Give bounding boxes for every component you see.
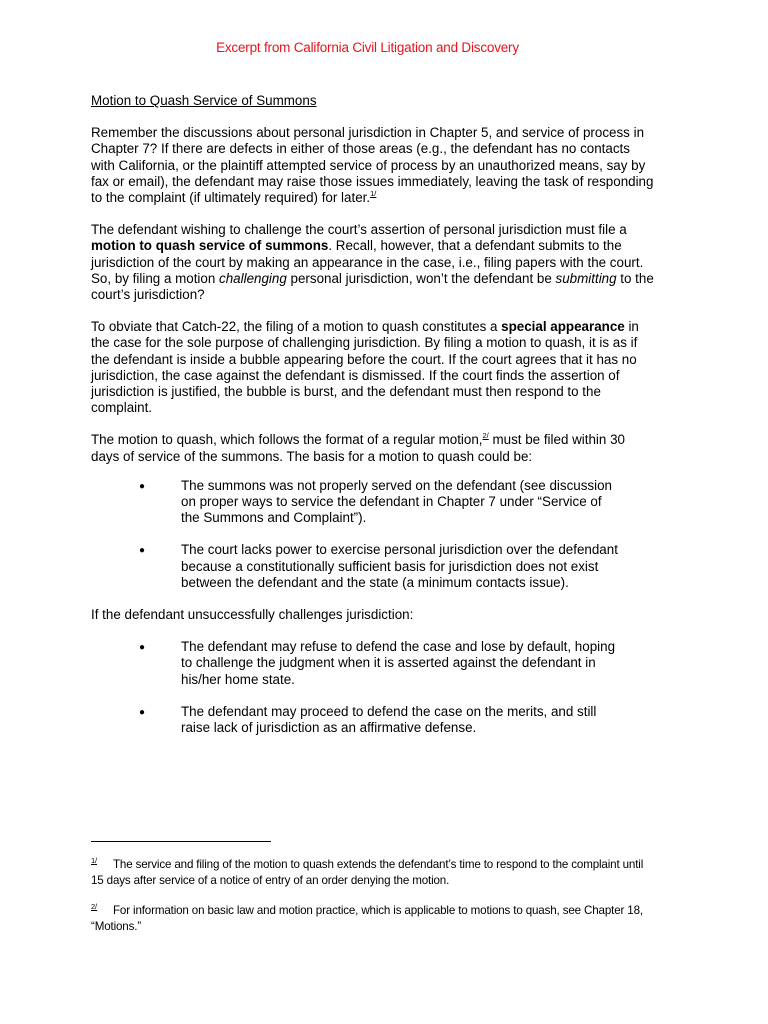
footnote-ref-1[interactable]: 1/ (370, 189, 377, 199)
text-line (91, 190, 681, 206)
bullet-icon: ● (139, 706, 146, 718)
text-span: in (624, 319, 639, 335)
bold-term: motion to quash service of summons (91, 238, 329, 254)
text-line: The summons was not properly served on the defendant (see discussion (181, 477, 612, 493)
footnote-1 (91, 853, 691, 890)
footnote-mark: 1/ (91, 856, 97, 865)
text-line: the case for the sole purpose of challenging jurisdiction. By filing a motion to quash, it is as if (91, 335, 638, 351)
text-span: to the (616, 270, 654, 286)
text-line (91, 899, 691, 919)
text-line: The defendant may proceed to defend the case on the merits, and still (181, 703, 597, 719)
text-line (91, 319, 681, 335)
bullet-icon: ● (139, 545, 146, 557)
text-line: to challenge the judgment when it is asserted against the defendant in (181, 655, 596, 671)
list-item (91, 704, 681, 736)
text-span: to the complaint (if ultimately required) for later. (91, 190, 371, 206)
text-line: 15 days after service of a notice of entry of an order denying the motion. (91, 874, 450, 888)
text-line: on proper ways to service the defendant in Chapter 7 under “Service of (181, 494, 602, 510)
footnotes (91, 853, 691, 936)
text-line: with California, or the plaintiff attempted service of process by an unauthorized means, say by (91, 157, 646, 173)
text-line: between the defendant and the state (a minimum contacts issue). (181, 574, 569, 590)
text-line: jurisdiction is justified, the bubble is burst, and the defendant must then respond to the (91, 384, 601, 400)
text-line (91, 238, 681, 254)
text-line (91, 853, 691, 873)
italic-term: challenging (219, 270, 287, 286)
text-line (91, 271, 681, 287)
unsuccessful-intro: If the defendant unsuccessfully challenges jurisdiction: (91, 607, 414, 623)
document-body (91, 93, 681, 736)
text-line: Remember the discussions about personal jurisdiction in Chapter 5, and service of process in (91, 125, 645, 141)
text-span: For information on basic law and motion practice, which is applicable to motions to quash, see Chapter 18, (113, 903, 643, 917)
paragraph-2 (91, 222, 681, 303)
footnote-divider (91, 841, 271, 842)
list-item (91, 639, 681, 688)
text-line: The court lacks power to exercise personal jurisdiction over the defendant (181, 542, 618, 558)
text-span: The service and filing of the motion to quash extends the defendant’s time to respond to the complaint until (113, 858, 644, 871)
text-line: Chapter 7? If there are defects in either of those areas (e.g., the defendant has no contacts (91, 141, 630, 157)
section-title: Motion to Quash Service of Summons (91, 93, 317, 108)
document-header: Excerpt from California Civil Litigation and Discovery (216, 40, 519, 55)
footnote-ref-2[interactable]: 2/ (482, 431, 489, 441)
text-line: jurisdiction, the case against the defendant is dismissed. If the court finds the assertion of (91, 367, 620, 383)
text-span: To obviate that Catch-22, the filing of a motion to quash constitutes a (91, 319, 502, 335)
text-line: raise lack of jurisdiction as an affirmative defense. (181, 720, 477, 736)
text-line: his/her home state. (181, 671, 295, 687)
paragraph-4 (91, 432, 681, 464)
text-line: complaint. (91, 400, 153, 416)
text-line: The defendant wishing to challenge the court’s assertion of personal jurisdiction must file a (91, 222, 627, 238)
text-line: The defendant may refuse to defend the case and lose by default, hoping (181, 639, 616, 655)
bold-term: special appearance (501, 319, 625, 335)
paragraph-3 (91, 319, 681, 416)
text-line (91, 432, 681, 448)
paragraph-1 (91, 125, 681, 206)
footnote-2 (91, 899, 691, 936)
text-line: court’s jurisdiction? (91, 287, 205, 303)
text-span: must be filed within 30 (488, 432, 625, 448)
bullet-icon: ● (139, 480, 146, 492)
list-item (91, 542, 681, 591)
text-line: fax or email), the defendant may raise those issues immediately, leaving the task of responding (91, 173, 654, 189)
text-line: the defendant is inside a bubble appearing before the court. If the court agrees that it has no (91, 351, 637, 367)
footnote-mark: 2/ (91, 901, 97, 911)
text-line: jurisdiction of the court by making an appearance in the case, i.e., filing papers with the court. (91, 254, 644, 270)
text-span: personal jurisdiction, won’t the defendant be (286, 270, 556, 286)
text-line: because a constitutionally sufficient basis for jurisdiction does not exist (181, 558, 599, 574)
text-span: The motion to quash, which follows the format of a regular motion, (91, 432, 483, 448)
text-line: “Motions.” (91, 920, 142, 934)
text-span: So, by filing a motion (91, 270, 220, 286)
text-line: days of service of the summons. The basis for a motion to quash could be: (91, 448, 533, 464)
italic-term: submitting (555, 270, 617, 286)
bullet-icon: ● (139, 642, 146, 654)
list-item (91, 478, 681, 527)
text-line: the Summons and Complaint”). (181, 510, 367, 526)
text-span: . Recall, however, that a defendant submits to the (328, 238, 622, 254)
